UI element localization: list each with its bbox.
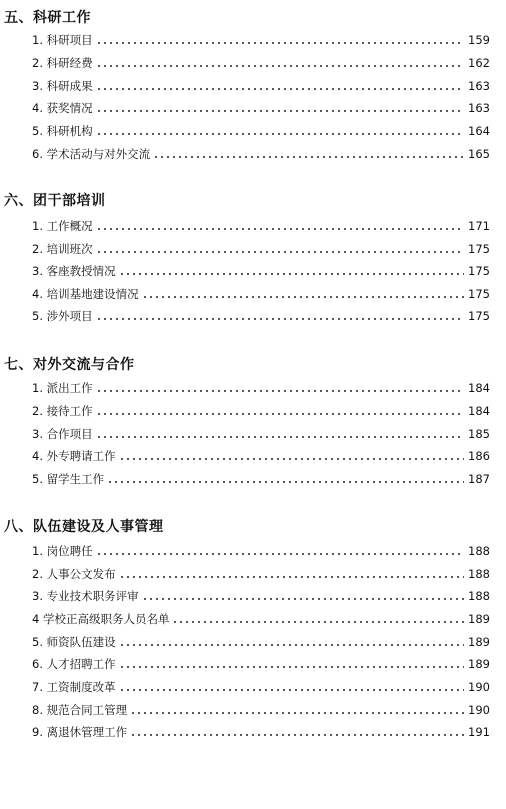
toc-entry[interactable]: [32, 565, 490, 583]
entry-page-number: 171: [468, 219, 490, 233]
entry-label: 2. 科研经费: [32, 56, 93, 70]
toc-entry[interactable]: [32, 145, 490, 163]
entry-label: 1. 科研项目: [32, 33, 93, 47]
toc-entry[interactable]: [32, 610, 490, 628]
entry-label: 4. 培训基地建设情况: [32, 287, 139, 301]
dot-leader: [119, 689, 464, 691]
dot-leader: [172, 621, 464, 623]
entry-label: 5. 涉外项目: [32, 309, 93, 323]
entry-label: 4. 获奖情况: [32, 101, 93, 115]
dot-leader: [96, 436, 464, 438]
entry-page-number: 184: [468, 404, 490, 418]
entry-page-number: 165: [468, 147, 490, 161]
toc-entry[interactable]: [32, 425, 490, 443]
entry-page-number: 175: [468, 242, 490, 256]
entry-label: 2. 接待工作: [32, 404, 93, 418]
entry-page-number: 164: [468, 124, 490, 138]
toc-entry[interactable]: [32, 379, 490, 397]
entry-label: 3. 科研成果: [32, 79, 93, 93]
entry-label: 7. 工资制度改革: [32, 680, 116, 694]
entry-label: 3. 专业技术职务评审: [32, 589, 139, 603]
entry-label: 3. 合作项目: [32, 427, 93, 441]
entry-label: 9. 离退休管理工作: [32, 725, 128, 739]
entry-page-number: 190: [468, 680, 490, 694]
toc-entry[interactable]: [32, 470, 490, 488]
section-title: 六、团干部培训: [4, 193, 106, 209]
toc-entry[interactable]: [32, 99, 490, 117]
entry-page-number: 189: [468, 657, 490, 671]
dot-leader: [107, 481, 464, 483]
dot-leader: [119, 273, 464, 275]
entry-label: 6. 学术活动与对外交流: [32, 147, 151, 161]
entry-label: 4 学校正高级职务人员名单: [32, 612, 170, 626]
entry-label: 8. 规范合同工管理: [32, 703, 128, 717]
entry-page-number: 159: [468, 33, 490, 47]
entry-label: 3. 客座教授情况: [32, 264, 116, 278]
dot-leader: [96, 65, 464, 67]
section-title: 八、队伍建设及人事管理: [4, 519, 164, 535]
entry-page-number: 187: [468, 472, 490, 486]
toc-entry[interactable]: [32, 447, 490, 465]
dot-leader: [96, 110, 464, 112]
toc-entry[interactable]: [32, 701, 490, 719]
entry-page-number: 163: [468, 79, 490, 93]
entry-label: 2. 人事公文发布: [32, 567, 116, 581]
entry-page-number: 188: [468, 567, 490, 581]
entry-page-number: 189: [468, 612, 490, 626]
toc-entry[interactable]: [32, 633, 490, 651]
section-title: 七、对外交流与合作: [4, 357, 135, 373]
toc-entry[interactable]: [32, 31, 490, 49]
dot-leader: [96, 251, 464, 253]
dot-leader: [96, 318, 464, 320]
entry-page-number: 175: [468, 287, 490, 301]
entry-page-number: 189: [468, 635, 490, 649]
entry-page-number: 188: [468, 544, 490, 558]
entry-page-number: 175: [468, 264, 490, 278]
entry-label: 6. 人才招聘工作: [32, 657, 116, 671]
dot-leader: [96, 133, 464, 135]
toc-entry[interactable]: [32, 402, 490, 420]
toc-entry[interactable]: [32, 217, 490, 235]
dot-leader: [119, 644, 464, 646]
entry-label: 1. 派出工作: [32, 381, 93, 395]
dot-leader: [142, 296, 464, 298]
dot-leader: [130, 734, 464, 736]
toc-entry[interactable]: [32, 285, 490, 303]
dot-leader: [119, 576, 464, 578]
dot-leader: [153, 156, 464, 158]
entry-label: 5. 科研机构: [32, 124, 93, 138]
entry-page-number: 184: [468, 381, 490, 395]
toc-entry[interactable]: [32, 655, 490, 673]
entry-label: 2. 培训班次: [32, 242, 93, 256]
entry-label: 4. 外专聘请工作: [32, 449, 116, 463]
toc-entry[interactable]: [32, 77, 490, 95]
toc-entry[interactable]: [32, 240, 490, 258]
toc-entry[interactable]: [32, 54, 490, 72]
toc-entry[interactable]: [32, 678, 490, 696]
dot-leader: [142, 598, 464, 600]
dot-leader: [96, 553, 464, 555]
section-title: 五、科研工作: [4, 10, 91, 26]
entry-page-number: 188: [468, 589, 490, 603]
entry-label: 1. 岗位聘任: [32, 544, 93, 558]
dot-leader: [96, 42, 464, 44]
entry-page-number: 185: [468, 427, 490, 441]
toc-entry[interactable]: [32, 587, 490, 605]
entry-page-number: 175: [468, 309, 490, 323]
toc-entry[interactable]: [32, 542, 490, 560]
entry-page-number: 186: [468, 449, 490, 463]
toc-entry[interactable]: [32, 122, 490, 140]
entry-page-number: 163: [468, 101, 490, 115]
entry-label: 5. 师资队伍建设: [32, 635, 116, 649]
dot-leader: [96, 228, 464, 230]
dot-leader: [96, 88, 464, 90]
entry-page-number: 191: [468, 725, 490, 739]
entry-page-number: 162: [468, 56, 490, 70]
dot-leader: [119, 666, 464, 668]
dot-leader: [130, 712, 464, 714]
entry-page-number: 190: [468, 703, 490, 717]
dot-leader: [96, 390, 464, 392]
toc-entry[interactable]: [32, 723, 490, 741]
entry-label: 5. 留学生工作: [32, 472, 105, 486]
toc-entry[interactable]: [32, 307, 490, 325]
entry-label: 1. 工作概况: [32, 219, 93, 233]
dot-leader: [119, 458, 464, 460]
toc-entry[interactable]: [32, 262, 490, 280]
dot-leader: [96, 413, 464, 415]
